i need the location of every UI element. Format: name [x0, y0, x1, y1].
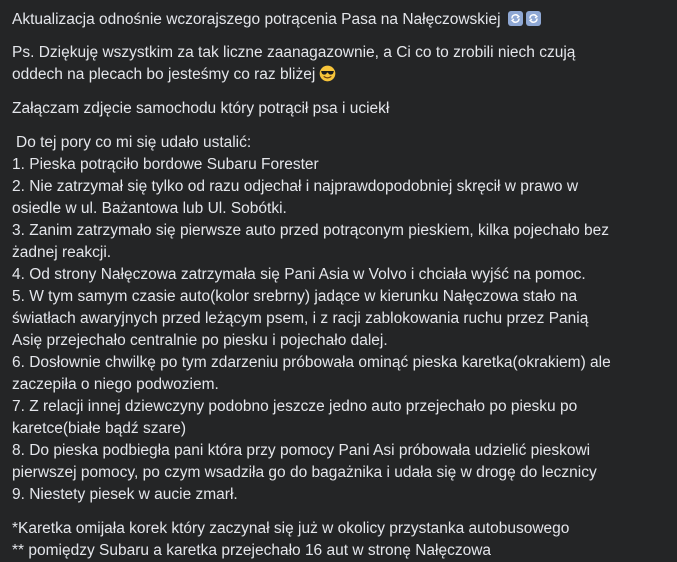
post-title-line: [12, 9, 665, 31]
list-line: 5. W tym samym czasie auto(kolor srebrny) jadące w kierunku Nałęczowa stało na: [12, 288, 578, 305]
arrows-clockwise-icon: [526, 11, 541, 26]
list-line: 8. Do pieska podbiegła pani która przy pomocy Pani Asi próbowała udzielić pieskowi: [12, 442, 591, 459]
list-line: 9. Niestety piesek w aucie zmarł.: [12, 486, 238, 503]
list-line: Asię przejechało centralnie po piesku i pojechało dalej.: [12, 332, 388, 349]
smiling-face-with-sunglasses-icon: [319, 65, 336, 82]
list-line: 6. Dosłownie chwilkę po tym zdarzeniu próbowała ominąć pieska karetka(okrakiem) ale: [12, 354, 611, 371]
list-line: pierwszej pomocy, po czym wsadziła go do bagażnika i udała się w drogę do lecznicy: [12, 464, 597, 481]
ps-line-2: oddech na plecach bo jesteśmy co raz bliżej: [12, 66, 316, 83]
list-line: osiedle w ul. Bażantowa lub Ul. Sobótki.: [12, 200, 287, 217]
list-line: karetce(białe bądź szare): [12, 420, 187, 437]
list-line: żadnej reakcji.: [12, 244, 112, 261]
list-line: zaczepiła o niego podwoziem.: [12, 376, 219, 393]
post-title: Aktualizacja odnośnie wczorajszego potrącenia Pasa na Nałęczowskiej: [12, 11, 501, 28]
ps-paragraph: [12, 42, 665, 86]
footnote-1: *Karetka omijała korek który zaczynał się już w okolicy przystanka autobusowego: [12, 520, 570, 537]
footnote-2: ** pomiędzy Subaru a karetka przejechało 16 aut w stronę Nałęczowa: [12, 542, 492, 559]
ps-line-1: Ps. Dziękuję wszystkim za tak liczne zaanagazownie, a Ci co to zrobili niech czują: [12, 44, 576, 61]
list-line: 4. Od strony Nałęczowa zatrzymała się Pani Asia w Volvo i chciała wyjść na pomoc.: [12, 266, 586, 283]
arrows-clockwise-icon: [508, 11, 523, 26]
list-line: światłach awaryjnych przed leżącym psem, i z racji zablokowania ruchu przez Panią: [12, 310, 589, 327]
footnotes: [12, 518, 665, 562]
list-line: 1. Pieska potrąciło bordowe Subaru Forester: [12, 156, 319, 173]
attachment-note: Załączam zdjęcie samochodu który potrącił psa i uciekł: [12, 100, 390, 117]
list-line: 3. Zanim zatrzymało się pierwsze auto przed potrąconym pieskiem, kilka pojechało bez: [12, 222, 610, 239]
list-intro: Do tej pory co mi się udało ustalić:: [16, 134, 252, 151]
list-line: 7. Z relacji innej dziewczyny podobno jeszcze jedno auto przejechało po piesku po: [12, 398, 578, 415]
list-line: 2. Nie zatrzymał się tylko od razu odjechał i najprawdopodobniej skręcił w prawo w: [12, 178, 579, 195]
findings-list: [12, 154, 665, 506]
